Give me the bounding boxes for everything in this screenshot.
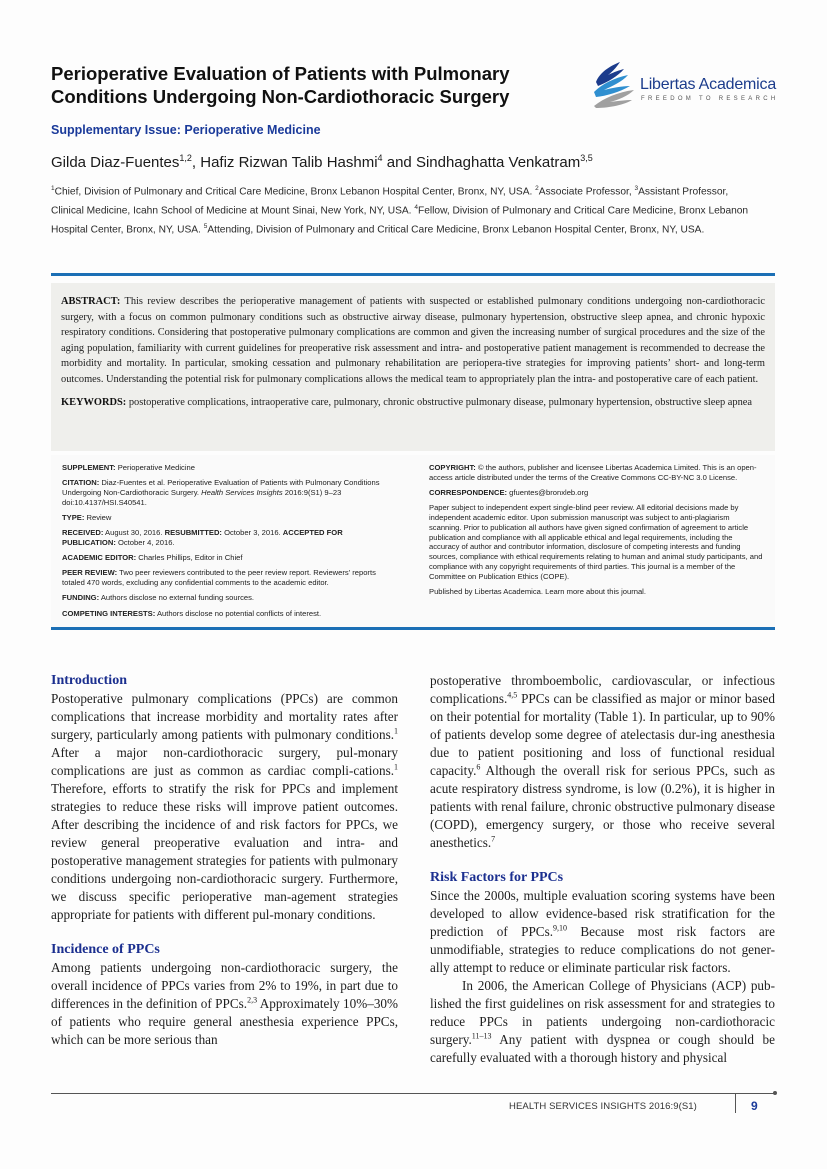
meta-value: Charles Phillips, Editor in Chief: [136, 553, 243, 563]
citation-ref[interactable]: 11–13: [471, 1031, 492, 1041]
journal-name: Health Services Insights: [201, 487, 283, 497]
citation-ref[interactable]: 1: [394, 762, 398, 772]
meta-value: Authors disclose no external funding sources.: [99, 593, 255, 603]
affiliation-text: Associate Professor,: [538, 186, 635, 198]
paragraph: In 2006, the American College of Physicians (ACP) pub-lished the first guidelines on risk assessment for and strategies to reduce PPCs in patients undergoing non-cardiothoracic surgery.$^{11-13}$ Any patient with dyspnea or cough should be carefully evaluated with a thorough history and physical: [430, 978, 775, 1065]
running-footer: HEALTH SERVICES INSIGHTS 2016:9(S1): [509, 1101, 697, 1112]
page-number: 9: [751, 1099, 758, 1113]
section-heading-introduction: Introduction: [51, 673, 127, 688]
citation-ref[interactable]: 2,3: [247, 995, 258, 1005]
section-heading-risk-factors: Risk Factors for PPCs: [430, 870, 564, 885]
divider-top: [51, 273, 775, 276]
affiliations: [51, 181, 761, 237]
paragraph: Postoperative pulmonary complications (PPCs) are common complications that increase morbidity and mortality rates after surgery, particularly among patients with pulmonary conditions.$^1$ After a major non-cardiothoracic surgery, pul-monary complications are just as common as cardiac compli-cations.$^1$ Therefore, efforts to stratify the risk for PPCs and implement strategies to reduce these risks will improve patient outcomes. After describing the incidence of and risk factors for PPCs, we review general preoperative evaluation and intra- and postoperative management strategies for patients with pulmonary conditions undergoing non-cardiothoracic surgery. Furthermore, we discuss specific perioperative man-agement strategies appropriate for patients with different pul-monary conditions.: [51, 691, 398, 922]
citation-ref[interactable]: 4,5: [507, 690, 518, 700]
meta-editor: [62, 553, 397, 563]
affiliation-text: Assistant Professor, Clinical Medicine, Icahn School of Medicine at Mount Sinai, New York, NY, USA.: [51, 186, 729, 217]
affiliation-text: Attending, Division of Pulmonary and Critical Care Medicine, Bronx Lebanon Hospital Center, Bronx, NY, USA.: [207, 223, 705, 235]
meta-label: FUNDING:: [62, 593, 100, 603]
supplementary-issue: Supplementary Issue: Perioperative Medicine: [51, 123, 321, 137]
logo-tagline: FREEDOM TO RESEARCH: [641, 96, 779, 102]
affiliation-number: 2: [535, 185, 539, 192]
affiliation-ref: 4: [377, 153, 383, 163]
meta-value: Perioperative Medicine: [115, 463, 195, 472]
meta-label: ACCEPTED FOR PUBLICATION:: [62, 528, 343, 547]
libertas-academica-wave-icon: [590, 60, 636, 110]
affiliation-ref: 1,2: [179, 153, 192, 163]
citation-ref[interactable]: 1: [394, 726, 398, 736]
body-column-left: [51, 672, 398, 1049]
correspondence-email[interactable]: gfuentes@bronxleb.org: [507, 487, 589, 497]
meta-peer-review: [62, 568, 397, 588]
keywords-label: KEYWORDS:: [61, 396, 127, 408]
affiliation-ref: 3,5: [580, 153, 593, 163]
abstract-text: This review describes the perioperative management of patients with suspected or established pulmonary conditions undergoing non-cardiothoracic surgery, with a focus on common pulmonary conditions such as obstructive airway disease, pulmonary hypertension, obstructive sleep apnea, and chronic hypoxic respiratory conditions. Considering that postoperative pulmonary complications are common and given the increasing number of surgical procedures and the size of the aging population, familiarity with current guidelines for preoperative risk assessment and intra- and postoperative patient management is recommended to decrease the morbidity and mortality. In particular, smoking cessation and pulmonary rehabilitation are periopera-tive strategies for improving patients’ short- and long-term outcomes. Understanding the potential risk for pulmonary complications allows the medical team to appropriately plan the intra- and postoperative care of each patient.: [61, 296, 765, 385]
meta-citation: [62, 478, 397, 507]
citation-ref[interactable]: 7: [491, 834, 496, 844]
meta-label: SUPPLEMENT:: [62, 463, 116, 472]
meta-type: [62, 513, 397, 523]
body-column-right: [430, 672, 775, 1067]
meta-value: October 4, 2016.: [115, 537, 175, 547]
meta-value: Diaz-Fuentes et al. Perioperative Evaluation of Patients with Pulmonary Conditions Undergoing Non-Cardiothoracic Surgery.: [62, 478, 380, 497]
affiliation-text: Fellow, Division of Pulmonary and Critical Care Medicine, Bronx Lebanon Hospital Center, Bronx, NY, USA.: [51, 205, 749, 235]
paragraph: Among patients undergoing non-cardiothoracic surgery, the overall incidence of PPCs varies from 2% to 19%, in part due to differences in the definition of PPCs.$^{2,3}$ Approximately 10%–30% of patients who require general anesthesia experience PPCs, which can be more serious than: [51, 960, 398, 1047]
meta-value: October 3, 2016.: [221, 528, 283, 538]
author-list: Gilda Diaz-Fuentes$^{1,2}$, Hafiz Rizwan Talib Hashmi$^4$ and Sindhaghatta Venkatram$^{3,5}$: [51, 153, 593, 171]
divider-bottom: [51, 627, 775, 630]
title-line-2: Conditions Undergoing Non-Cardiothoracic Surgery: [51, 86, 510, 107]
meta-copyright: [429, 463, 764, 483]
metadata-left: [62, 463, 397, 624]
affiliation-number: 3: [634, 185, 639, 192]
author-name: Hafiz Rizwan Talib Hashmi: [200, 154, 378, 171]
meta-label: RECEIVED:: [62, 528, 104, 538]
meta-label: ACADEMIC EDITOR:: [62, 553, 137, 563]
meta-value: © the authors, publisher and licensee Libertas Academica Limited. This is an open-access article distributed under the terms of the Creative Commons CC-BY-NC 3.0 License.: [429, 463, 757, 482]
citation-ref[interactable]: 9,10: [553, 923, 568, 933]
meta-review-statement: [429, 503, 764, 581]
learn-more-link[interactable]: Learn more about this journal.: [545, 586, 646, 596]
publisher-logo: [590, 60, 790, 110]
meta-publisher: [429, 587, 764, 597]
meta-funding: [62, 593, 397, 603]
article-title: [51, 62, 571, 108]
keywords-text: postoperative complications, intraoperative care, pulmonary, chronic obstructive pulmonary disease, pulmonary hypertension, obstructive sleep apnea: [128, 396, 753, 408]
affiliation-number: 4: [414, 203, 418, 211]
paragraph: Since the 2000s, multiple evaluation scoring systems have been developed to allow evidence-based risk stratification for the prediction of PPCs.$^{9,10}$ Because most risk factors are unmodifiable, strategies to reduce complications do not gener-ally attempt to reduce or eliminate particular risk factors.: [430, 888, 776, 975]
meta-label: CORRESPONDENCE:: [429, 487, 508, 497]
affiliation-number: 5: [203, 222, 208, 230]
meta-value: Authors disclose no potential conflicts of interest.: [155, 608, 322, 618]
meta-correspondence: [429, 488, 764, 498]
affiliation-text: Chief, Division of Pulmonary and Critical Care Medicine, Bronx Lebanon Hospital Center, Bronx, NY, USA.: [54, 186, 536, 198]
author-name: Sindhaghatta Venkatram: [415, 154, 581, 171]
title-line-1: Perioperative Evaluation of Patients with Pulmonary: [51, 63, 510, 84]
footer-rule-end: [773, 1091, 777, 1095]
meta-value: Published by Libertas Academica.: [429, 586, 546, 596]
meta-value: Paper subject to independent expert single-blind peer review. All editorial decisions made by independent academic editor. Upon submission manuscript was subject to anti-plagiarism scanning. Prior to publication all authors have given signed confirmation of agreement to article publication and compliance with all applicable ethical and legal requirements, including the accuracy of author and contributor information, disclosure of competing interests and funding sources, compliance with ethical requirements relating to human and animal study participants, and compliance with any copyright requirements of third parties. This journal is a member of the Committee on Publication Ethics (COPE).: [429, 503, 763, 581]
meta-label: TYPE:: [62, 512, 85, 522]
meta-value: August 30, 2016.: [103, 528, 165, 538]
footer-separator: [735, 1093, 736, 1113]
meta-value: Two peer reviewers contributed to the peer review report. Reviewers’ reports totaled 470 words, excluding any confidential comments to the academic editor.: [62, 568, 376, 588]
author-name: Gilda Diaz-Fuentes: [51, 154, 180, 171]
abstract-label: ABSTRACT:: [61, 296, 121, 307]
citation-ref[interactable]: 6: [476, 762, 481, 772]
meta-value: 2016:9(S1) 9–23 doi:10.4137/HSI.S40541.: [62, 487, 342, 507]
meta-competing-interests: [62, 609, 397, 619]
meta-label: PEER REVIEW:: [62, 568, 118, 578]
meta-label: CITATION:: [62, 478, 100, 488]
keywords: [61, 395, 765, 411]
affiliation-number: 1: [51, 185, 55, 192]
section-heading-incidence: Incidence of PPCs: [51, 942, 160, 957]
meta-supplement: [62, 463, 397, 473]
meta-label: COPYRIGHT:: [429, 463, 476, 472]
abstract: [61, 294, 765, 388]
meta-dates: [62, 528, 397, 548]
meta-value: Review: [84, 512, 112, 522]
paragraph: postoperative thromboembolic, cardiovascular, or infectious complications.$^{4,5}$ PPCs can be classified as major or minor based on their potential for mortality (Table 1). In particular, up to 90% of patients develop some degree of atelectasis dur-ing anesthesia due to patient positioning and loss of functional residual capacity.$^6$ Although the overall risk for serious PPCs, such as acute respiratory distress syndrome, is low (0.2%), it is higher in patients with renal failure, chronic obstructive pulmonary disease (COPD), emergency surgery, or those who receive several anesthetics.$^7$: [430, 673, 775, 850]
logo-name: Libertas Academica: [640, 76, 777, 93]
meta-label: RESUBMITTED:: [164, 528, 222, 538]
metadata-right: [429, 463, 764, 602]
footer-rule: [51, 1093, 775, 1094]
meta-label: COMPETING INTERESTS:: [62, 608, 156, 618]
abstract-box: [51, 283, 775, 451]
